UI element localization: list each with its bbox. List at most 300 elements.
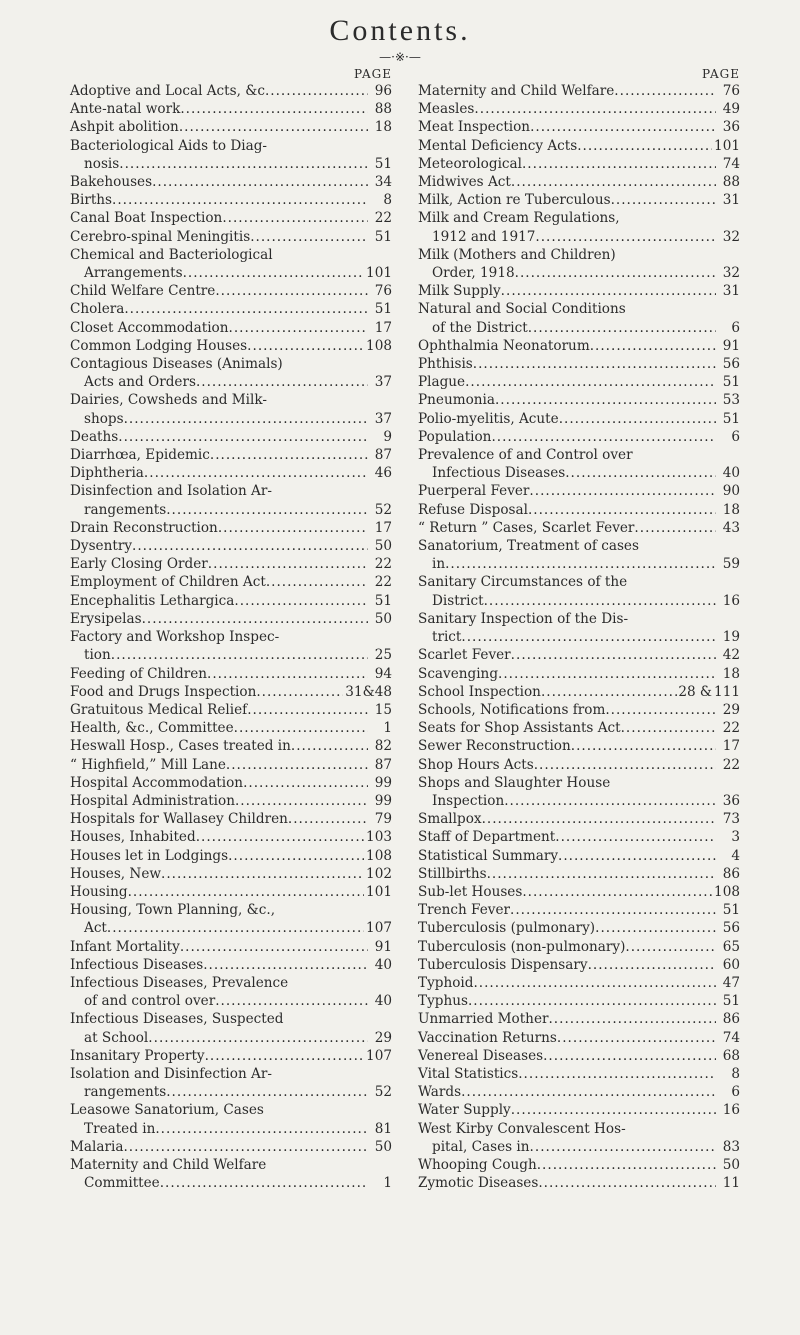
index-entry [70,901,392,937]
entry-label: Zymotic Diseases [418,1175,539,1192]
entry-label: Food and Drugs Inspection [70,683,257,700]
index-entry [418,1047,740,1065]
entry-page: 50 [374,1138,392,1155]
leader-dots [226,756,368,774]
index-entry [418,901,740,919]
index-entry [70,191,392,209]
entry-page: 29 [374,1029,392,1046]
leader-dots [557,1029,716,1047]
leader-dots [128,883,364,901]
leader-dots [595,919,716,937]
index-entry [70,246,392,282]
leader-dots [543,1047,716,1065]
index-entry [418,446,740,482]
leader-dots [534,756,716,774]
leader-dots [222,209,368,227]
entry-label: Cholera [70,301,125,318]
leader-dots [124,410,368,428]
leader-dots [621,719,716,737]
entry-page: 32 [722,265,740,282]
leader-dots [511,1101,716,1119]
leader-dots [111,646,368,664]
entry-page: 4 [731,847,740,864]
leader-dots [634,519,716,537]
index-entry [418,537,740,573]
leader-dots [614,82,716,100]
entry-page: 9 [383,428,392,445]
index-entry [418,1010,740,1028]
entry-page: 87 [374,756,392,773]
index-entry [70,228,392,246]
entry-label: Typhus [418,993,468,1010]
leader-dots [571,737,716,755]
entry-page: 87 [374,447,392,464]
leader-dots [529,482,716,500]
entry-page: 49 [722,101,740,118]
entry-label: Statistical Summary [418,847,558,864]
entry-page: 51 [722,374,740,391]
leader-dots [537,1156,716,1174]
index-entry [70,519,392,537]
index-entry [70,1156,392,1192]
entry-label: Disinfection and Isolation Ar- [70,483,272,500]
leader-dots [528,319,716,337]
entry-label: Infectious Diseases, Prevalence [70,974,289,991]
index-entry [418,337,740,355]
entry-label: Natural and Social Conditions [418,301,626,318]
entry-label: Arrangements [84,265,183,282]
entry-page: 52 [374,501,392,518]
index-entry [418,246,740,282]
index-entry [70,446,392,464]
leader-dots [541,683,678,701]
entry-page: 94 [374,665,392,682]
index-entry [70,337,392,355]
entry-label: Chemical and Bacteriological [70,246,273,263]
leader-dots [203,956,368,974]
index-entry [70,464,392,482]
index-entry [418,482,740,500]
entry-label: Ante-natal work [70,101,181,118]
leader-dots [183,264,364,282]
leader-dots [510,901,716,919]
entry-page: 107 [366,1047,392,1064]
index-entry [418,992,740,1010]
entry-page: 51 [722,993,740,1010]
entry-page: 83 [722,1138,740,1155]
entry-page: 99 [374,792,392,809]
entry-page: 102 [366,865,392,882]
entry-page: 16 [722,592,740,609]
entry-label: Polio-myelitis, Acute [418,410,559,427]
entry-page: 42 [722,647,740,664]
index-entry [418,1065,740,1083]
index-entry [418,865,740,883]
entry-page: 43 [722,519,740,536]
entry-page: 99 [374,774,392,791]
entry-label: Seats for Shop Assistants Act [418,720,621,737]
entry-label: Deaths [70,428,119,445]
index-entry [70,610,392,628]
index-entry [70,792,392,810]
entry-label: Milk and Cream Regulations, [418,210,620,227]
leader-dots [511,646,716,664]
entry-page: 18 [722,501,740,518]
index-entry [418,191,740,209]
entry-page: 6 [731,1084,740,1101]
entry-page: 65 [722,938,740,955]
leader-dots [166,501,368,519]
entry-label: Treated in [84,1120,156,1137]
entry-label: Drain Reconstruction [70,519,218,536]
entry-label: rangements [84,501,167,518]
entry-page: 82 [374,738,392,755]
leader-dots [265,82,368,100]
entry-label: Hospital Administration [70,792,235,809]
leader-dots [215,282,368,300]
entry-page: 1 [383,1175,392,1192]
entry-label: Sanitary Circumstances of the [418,574,628,591]
index-entry [418,501,740,519]
index-entry [418,155,740,173]
entry-page: 101 [366,883,392,900]
entry-label: “ Return ” Cases, Scarlet Fever [418,519,635,536]
entry-page: 51 [722,410,740,427]
entry-page: 11 [722,1175,740,1192]
index-entry [418,428,740,446]
entry-label: Mental Deficiency Acts [418,137,578,154]
index-list-left [70,82,392,1192]
leader-dots [215,992,368,1010]
index-entry [418,173,740,191]
index-entry [70,428,392,446]
entry-label: Puerperal Fever [418,483,530,500]
entry-page: 40 [374,956,392,973]
index-entry [70,956,392,974]
entry-label: Births [70,192,113,209]
leader-dots [487,865,716,883]
entry-page: 37 [374,374,392,391]
entry-label: Midwives Act [418,174,511,191]
entry-page: 18 [722,665,740,682]
index-entry [418,701,740,719]
leader-dots [511,173,716,191]
leader-dots [228,847,364,865]
index-column-left [70,66,392,1192]
entry-label: Staff of Department [418,829,556,846]
entry-page: 18 [374,119,392,136]
leader-dots [218,519,368,537]
entry-label: Inspection [432,792,505,809]
entry-page: 96 [374,83,392,99]
entry-page: 31 [722,283,740,300]
entry-page: 68 [722,1047,740,1064]
entry-page: 40 [374,993,392,1010]
entry-page: 111 [714,683,740,700]
leader-dots [148,1029,368,1047]
entry-page: 50 [374,610,392,627]
entry-page: 91 [374,938,392,955]
entry-label: Hospitals for Wallasey Children [70,811,288,828]
leader-dots [160,1174,368,1192]
entry-label: Phthisis [418,356,473,373]
leader-dots [207,665,368,683]
entry-page: 37 [374,410,392,427]
entry-label: Feeding of Children [70,665,207,682]
index-entry [70,938,392,956]
entry-page: 22 [374,210,392,227]
index-entry [70,555,392,573]
leader-dots [142,610,368,628]
leader-dots [179,118,368,136]
entry-label: Early Closing Order [70,556,208,573]
leader-dots [180,100,368,118]
index-entry [418,355,740,373]
entry-page: 50 [374,538,392,555]
entry-label: Milk, Action re Tuberculous [418,192,611,209]
leader-dots [522,155,716,173]
entry-label: Infant Mortality [70,938,180,955]
leader-dots [515,264,716,282]
entry-label: Wards [418,1084,462,1101]
entry-label: Sewer Reconstruction [418,738,571,755]
entry-label: Bacteriological Aids to Diag- [70,137,267,154]
entry-page: 6 [731,428,740,445]
entry-label: Scarlet Fever [418,647,511,664]
index-entry [70,118,392,136]
index-entry [70,628,392,664]
index-entry [418,974,740,992]
entry-page: 36 [722,119,740,136]
entry-page: 73 [722,811,740,828]
index-entry [70,683,392,701]
entry-page: 32 [722,228,740,245]
entry-label: of and control over [84,993,216,1010]
index-entry [418,610,740,646]
entry-label: West Kirby Convalescent Hos- [418,1120,626,1137]
leader-dots [484,592,716,610]
entry-page: 19 [722,629,740,646]
leader-dots [152,173,368,191]
index-entry [418,573,740,609]
entry-label: Child Welfare Centre [70,283,216,300]
entry-label: Schools, Notifications from [418,701,606,718]
entry-label: Housing, Town Planning, &c., [70,902,276,919]
leader-dots [123,1138,368,1156]
leader-dots [518,1065,716,1083]
entry-label: shops [84,410,124,427]
entry-page: 51 [374,301,392,318]
entry-label: Sanatorium, Treatment of cases [418,538,639,555]
index-entry [418,373,740,391]
index-entry [418,1029,740,1047]
entry-label: Infectious Diseases [70,956,204,973]
entry-label: trict [432,629,462,646]
index-entry [70,1138,392,1156]
index-entry [70,865,392,883]
entry-label: Population [418,428,492,445]
entry-label: Sanitary Inspection of the Dis- [418,610,629,627]
entry-label: Stillbirths [418,865,487,882]
entry-label: Gratuitous Medical Relief [70,701,248,718]
entry-label: Common Lodging Houses [70,337,248,354]
entry-label: Leasowe Sanatorium, Cases [70,1102,264,1119]
entry-label: District [432,592,484,609]
index-entry [70,665,392,683]
entry-label: nosis [84,155,120,172]
index-entry [418,919,740,937]
entry-label: Plague [418,374,466,391]
index-entry [70,828,392,846]
entry-page: 88 [722,174,740,191]
index-entry [70,137,392,173]
leader-dots [590,337,716,355]
leader-dots [445,555,716,573]
leader-dots [180,938,368,956]
index-entry [70,847,392,865]
leader-dots [210,446,368,464]
index-entry [70,300,392,318]
index-entry [70,391,392,427]
entry-label: at School [84,1029,149,1046]
leader-dots [530,118,716,136]
entry-label: Trench Fever [418,902,511,919]
index-entry [70,319,392,337]
index-entry [70,209,392,227]
index-entry [70,1010,392,1046]
page-title: Contents. [329,14,471,47]
entry-page: 22 [722,756,740,773]
entry-label: Typhoid [418,974,474,991]
entry-page: 51 [374,592,392,609]
entry-page: 76 [374,283,392,300]
entry-label: Tuberculosis Dispensary [418,956,588,973]
entry-label: Sub-let Houses [418,883,523,900]
entry-page: 101 [714,137,740,154]
index-entry [418,665,740,683]
leader-dots [243,774,368,792]
leader-dots [474,100,716,118]
index-entry [418,1120,740,1156]
leader-dots [229,319,369,337]
entry-label: Whooping Cough [418,1156,537,1173]
leader-dots [250,228,368,246]
entry-label: Houses, New [70,865,162,882]
entry-page: 91 [722,337,740,354]
leader-dots [530,1138,716,1156]
leader-dots [256,683,343,701]
entry-label: pital, Cases in [432,1138,530,1155]
entry-label: in [432,556,446,573]
entry-label: Ashpit abolition [70,119,179,136]
index-entry [418,410,740,428]
index-entry [70,883,392,901]
entry-page: 17 [374,319,392,336]
index-entry [418,300,740,336]
entry-page: 59 [722,556,740,573]
entry-label: Dairies, Cowsheds and Milk- [70,392,267,409]
entry-page: 81 [374,1120,392,1137]
entry-label: Health, &c., Committee [70,720,234,737]
entry-page: 60 [722,956,740,973]
entry-label: Houses, Inhabited [70,829,196,846]
leader-dots [559,410,716,428]
leader-dots [205,1047,364,1065]
leader-dots [482,810,716,828]
index-entry [418,737,740,755]
leader-dots [465,373,716,391]
index-entry [418,646,740,664]
leader-dots [611,191,716,209]
leader-dots [528,501,716,519]
entry-label: Meat Inspection [418,119,531,136]
entry-label: Maternity and Child Welfare [70,1156,267,1173]
entry-page: 103 [366,829,392,846]
leader-dots [234,592,368,610]
entry-page: 16 [722,1102,740,1119]
leader-dots [588,956,716,974]
index-entry [70,282,392,300]
leader-dots [235,792,368,810]
entry-page: 22 [374,574,392,591]
index-entry [418,1174,740,1192]
index-entry [418,938,740,956]
index-entry [418,683,740,701]
entry-page: 34 [374,174,392,191]
index-entry [70,573,392,591]
index-entry [70,756,392,774]
leader-dots [473,974,716,992]
leader-dots [495,391,716,409]
entry-page: 15 [374,701,392,718]
entry-page: 88 [374,101,392,118]
leader-dots [247,337,364,355]
index-entry [418,810,740,828]
index-entry [418,118,740,136]
entry-label: Heswall Hosp., Cases treated in [70,738,291,755]
entry-page: 6 [731,319,740,336]
leader-dots [461,628,716,646]
title-ornament: —·※·— [379,50,421,64]
entry-page: 36 [722,792,740,809]
entry-label: Isolation and Disinfection Ar- [70,1065,272,1082]
index-entry [418,719,740,737]
entry-page: 107 [366,920,392,937]
entry-label: Houses let in Lodgings [70,847,229,864]
entry-page: 90 [722,483,740,500]
index-entry [418,282,740,300]
index-entry [70,810,392,828]
leader-dots [461,1083,716,1101]
entry-label: tion [84,647,111,664]
leader-dots [558,847,716,865]
entry-page: 50 [722,1156,740,1173]
entry-label: Diphtheria [70,465,144,482]
leader-dots [504,792,716,810]
entry-label: Encephalitis Lethargica [70,592,235,609]
entry-page: 79 [374,811,392,828]
leader-dots [266,573,368,591]
index-entry [70,701,392,719]
entry-label: Infectious Diseases, Suspected [70,1011,284,1028]
entry-label: Ophthalmia Neonatorum [418,337,590,354]
entry-label: Order, 1918 [432,265,515,282]
entry-label: Maternity and Child Welfare [418,83,615,99]
entry-page: 47 [722,974,740,991]
entry-page: 1 [383,720,392,737]
leader-dots [155,1120,368,1138]
leader-dots [119,155,368,173]
